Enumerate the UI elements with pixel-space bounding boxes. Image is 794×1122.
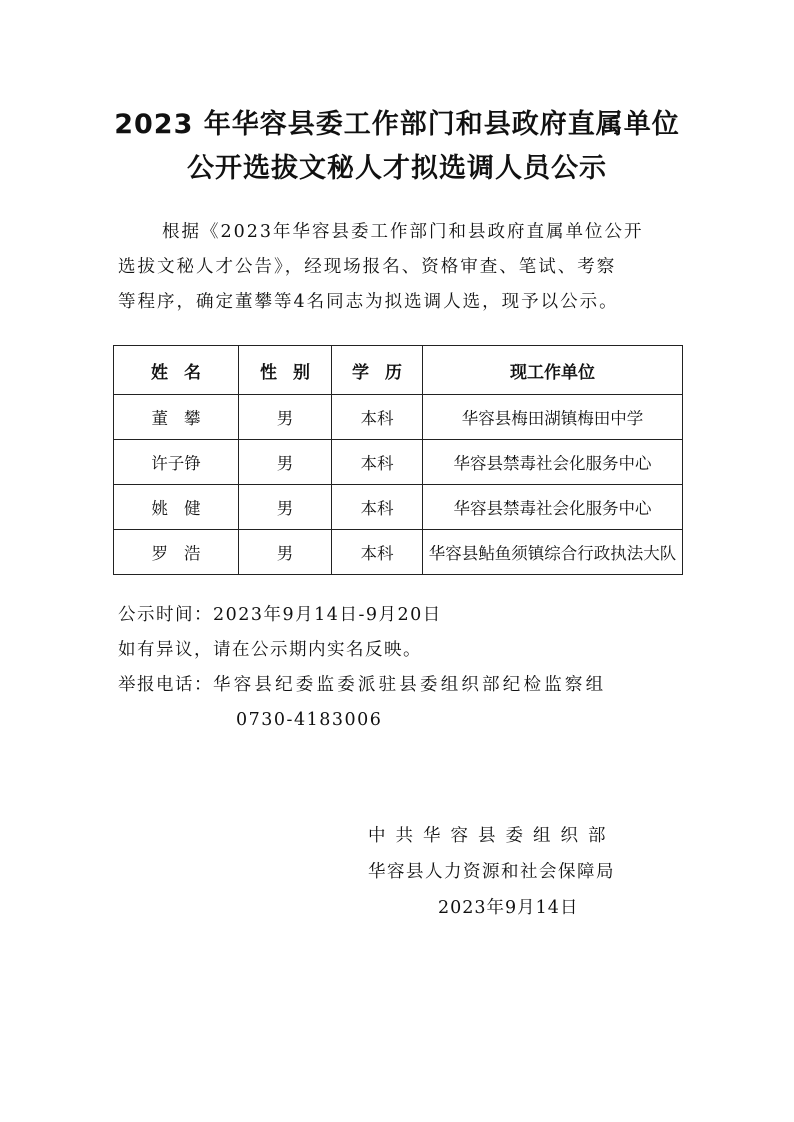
document-title-line-1: 2023 年华容县委工作部门和县政府直属单位 bbox=[114, 109, 680, 140]
cell-gender: 男 bbox=[239, 530, 332, 575]
cell-name: 姚健 bbox=[114, 485, 239, 530]
signoff-organization-2: 华容县人力资源和社会保障局 bbox=[368, 862, 615, 882]
report-label: 举报电话： bbox=[118, 675, 213, 695]
table-header-row bbox=[114, 346, 683, 395]
document-title-line-2: 公开选拔文秘人才拟选调人员公示 bbox=[187, 153, 607, 184]
signoff-organization-1: 中共华容县委组织部 bbox=[368, 826, 616, 846]
cell-workplace: 华容县禁毒社会化服务中心 bbox=[423, 440, 683, 485]
notice-period bbox=[118, 598, 698, 633]
cell-education: 本科 bbox=[332, 395, 423, 440]
cell-name: 董攀 bbox=[114, 395, 239, 440]
cell-education: 本科 bbox=[332, 530, 423, 575]
table-row bbox=[114, 440, 683, 485]
notice-period-value: 2023年9月14日-9月20日 bbox=[213, 605, 442, 625]
report-contact bbox=[118, 668, 698, 703]
intro-paragraph bbox=[118, 215, 678, 320]
cell-gender: 男 bbox=[239, 395, 332, 440]
header-workplace: 现工作单位 bbox=[423, 346, 683, 395]
table-row bbox=[114, 485, 683, 530]
header-gender: 性别 bbox=[239, 346, 332, 395]
candidate-table bbox=[113, 345, 683, 575]
notice-period-label: 公示时间： bbox=[118, 605, 213, 625]
intro-line-2: 选拔文秘人才公告》，经现场报名、资格审查、笔试、考察 bbox=[118, 257, 617, 277]
table-row bbox=[114, 530, 683, 575]
cell-name: 罗浩 bbox=[114, 530, 239, 575]
cell-workplace: 华容县禁毒社会化服务中心 bbox=[423, 485, 683, 530]
cell-gender: 男 bbox=[239, 440, 332, 485]
notice-details bbox=[118, 598, 698, 738]
objection-note: 如有异议，请在公示期内实名反映。 bbox=[118, 640, 422, 660]
header-education: 学历 bbox=[332, 346, 423, 395]
intro-line-3: 等程序，确定董攀等4名同志为拟选调人选，现予以公示。 bbox=[118, 292, 619, 312]
cell-workplace: 华容县梅田湖镇梅田中学 bbox=[423, 395, 683, 440]
intro-line-1: 根据《2023年华容县委工作部门和县政府直属单位公开 bbox=[162, 222, 644, 242]
report-phone: 0730-4183006 bbox=[236, 710, 383, 730]
signoff-block bbox=[368, 818, 688, 926]
cell-name: 许子铮 bbox=[114, 440, 239, 485]
cell-education: 本科 bbox=[332, 440, 423, 485]
signoff-date: 2023年9月14日 bbox=[438, 898, 579, 918]
cell-workplace: 华容县鲇鱼须镇综合行政执法大队 bbox=[423, 530, 683, 575]
cell-gender: 男 bbox=[239, 485, 332, 530]
header-name: 姓名 bbox=[114, 346, 239, 395]
cell-education: 本科 bbox=[332, 485, 423, 530]
table-row bbox=[114, 395, 683, 440]
report-organization: 华容县纪委监委派驻县委组织部纪检监察组 bbox=[213, 675, 607, 695]
